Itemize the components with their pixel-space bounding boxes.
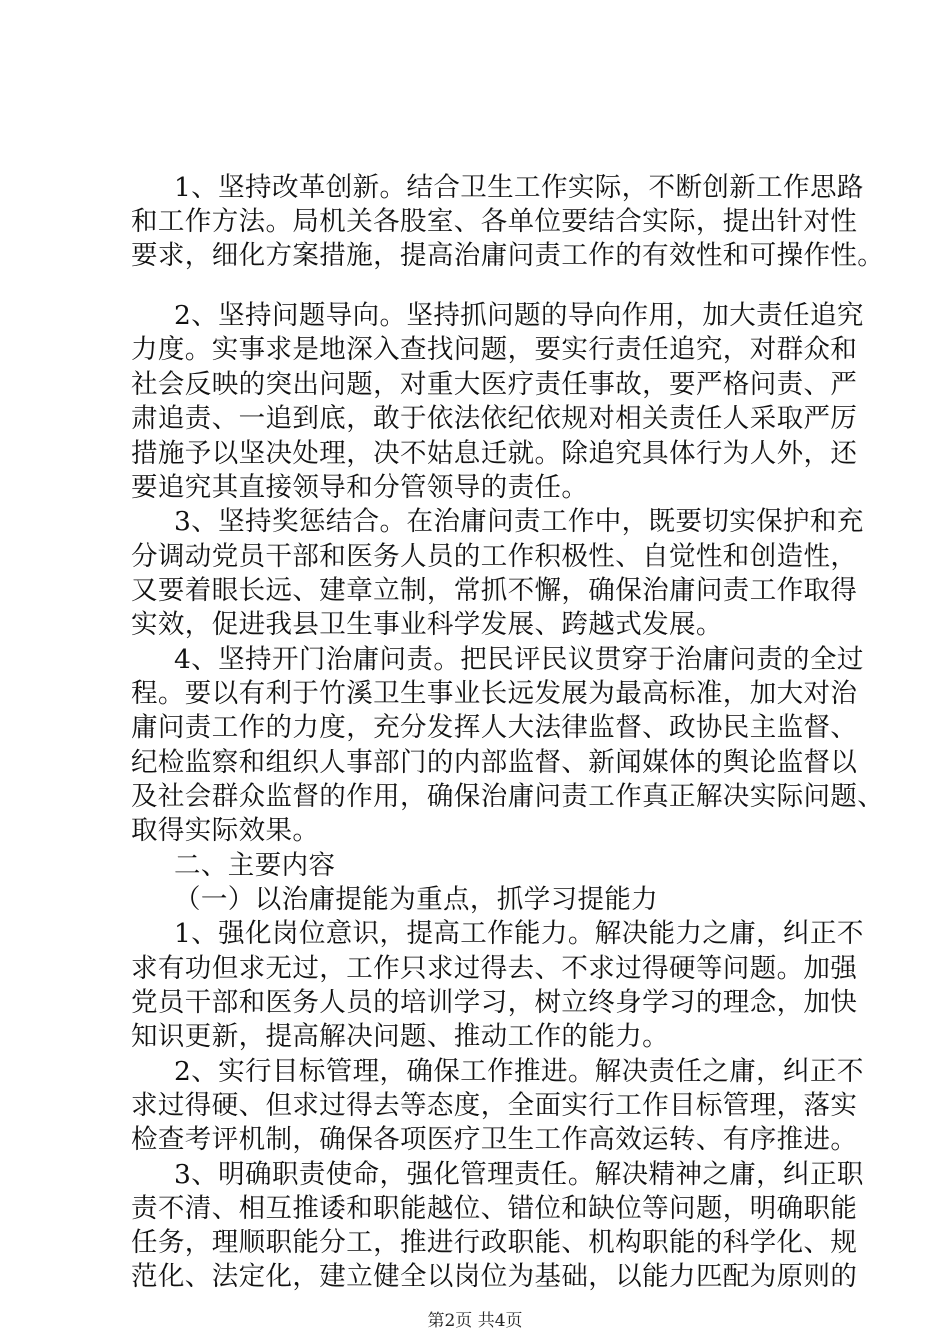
subsection-heading: （一）以治庸提能为重点，抓学习提能力 [174, 884, 659, 915]
text-line: 范化、法定化，建立健全以岗位为基础，以能力匹配为原则的 [131, 1261, 858, 1292]
text-line: 责不清、相互推诿和职能越位、错位和缺位等问题，明确职能 [131, 1193, 858, 1224]
section-heading: 二、主要内容 [174, 850, 336, 881]
text-line: 要追究其直接领导和分管领导的责任。 [131, 472, 589, 503]
text-line: 力度。实事求是地深入查找问题，要实行责任追究，对群众和 [131, 334, 858, 365]
text-line: 要求，细化方案措施，提高治庸问责工作的有效性和可操作性。 [131, 240, 885, 271]
text-line: 3、坚持奖惩结合。在治庸问责工作中，既要切实保护和充 [174, 506, 864, 537]
text-line: 知识更新，提高解决问题、推动工作的能力。 [131, 1021, 669, 1052]
text-line: 2、实行目标管理，确保工作推进。解决责任之庸，纠正不 [174, 1056, 864, 1087]
text-line: 党员干部和医务人员的培训学习，树立终身学习的理念，加快 [131, 987, 858, 1018]
text-line: 程。要以有利于竹溪卫生事业长远发展为最高标准，加大对治 [131, 678, 858, 709]
text-line: 又要着眼长远、建章立制，常抓不懈，确保治庸问责工作取得 [131, 575, 858, 606]
text-line: 取得实际效果。 [131, 815, 320, 846]
text-line: 分调动党员干部和医务人员的工作积极性、自觉性和创造性， [131, 541, 858, 572]
page-footer: 第2页 共4页 [427, 1311, 523, 1331]
text-line: 实效，促进我县卫生事业科学发展、跨越式发展。 [131, 609, 723, 640]
text-line: 和工作方法。局机关各股室、各单位要结合实际，提出针对性 [131, 206, 858, 237]
text-line: 2、坚持问题导向。坚持抓问题的导向作用，加大责任追究 [174, 300, 864, 331]
text-line: 庸问责工作的力度，充分发挥人大法律监督、政协民主监督、 [131, 712, 858, 743]
text-line: 肃追责、一追到底，敢于依法依纪依规对相关责任人采取严厉 [131, 403, 858, 434]
text-line: 1、强化岗位意识，提高工作能力。解决能力之庸，纠正不 [174, 918, 864, 949]
text-line: 求有功但求无过，工作只求过得去、不求过得硬等问题。加强 [131, 953, 858, 984]
text-line: 纪检监察和组织人事部门的内部监督、新闻媒体的舆论监督以 [131, 747, 858, 778]
text-line: 任务，理顺职能分工，推进行政职能、机构职能的科学化、规 [131, 1227, 858, 1258]
text-line: 及社会群众监督的作用，确保治庸问责工作真正解决实际问题、 [131, 781, 885, 812]
text-line: 1、坚持改革创新。结合卫生工作实际，不断创新工作思路 [174, 172, 864, 203]
text-line: 求过得硬、但求过得去等态度，全面实行工作目标管理，落实 [131, 1090, 858, 1121]
text-line: 4、坚持开门治庸问责。把民评民议贯穿于治庸问责的全过 [174, 644, 864, 675]
text-line: 3、明确职责使命，强化管理责任。解决精神之庸，纠正职 [174, 1159, 864, 1190]
text-line: 检查考评机制，确保各项医疗卫生工作高效运转、有序推进。 [131, 1124, 858, 1155]
text-line: 社会反映的突出问题，对重大医疗责任事故，要严格问责、严 [131, 369, 858, 400]
text-line: 措施予以坚决处理，决不姑息迁就。除追究具体行为人外，还 [131, 438, 858, 469]
